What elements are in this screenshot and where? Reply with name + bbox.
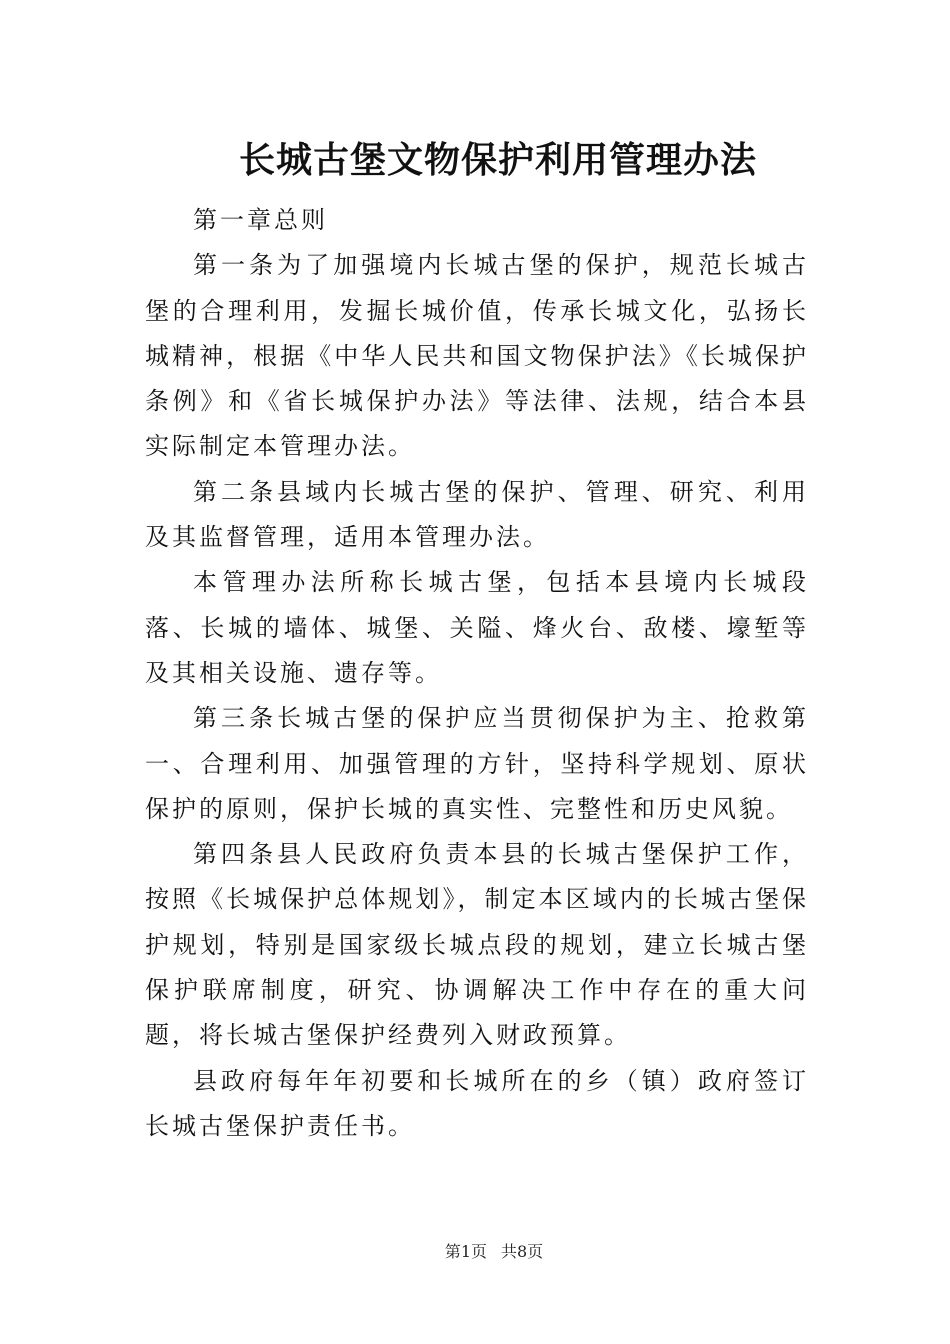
chapter-heading: 第一章总则 (193, 206, 328, 234)
page-number-total: 共8页 (501, 1242, 544, 1261)
paragraph: 县政府每年年初要和长城所在的乡（镇）政府签订长城古堡保护责任书。 (145, 1066, 809, 1140)
paragraph: 第三条长城古堡的保护应当贯彻保护为主、抢救第一、合理利用、加强管理的方针，坚持科学规划、原状保护的原则，保护长城的真实性、完整性和历史风貌。 (145, 704, 809, 823)
document-title: 长城古堡文物保护利用管理办法 (238, 139, 757, 181)
paragraph: 本管理办法所称长城古堡，包括本县境内长城段落、长城的墙体、城堡、关隘、烽火台、敌楼、壕堑等及其相关设施、遗存等。 (145, 568, 809, 687)
document-body (145, 198, 809, 1149)
paragraph: 第四条县人民政府负责本县的长城古堡保护工作，按照《长城保护总体规划》，制定本区域内的长城古堡保护规划，特别是国家级长城点段的规划，建立长城古堡保护联席制度，研究、协调解决工作中存在的重大问题，将长城古堡保护经费列入财政预算。 (145, 840, 809, 1050)
page-number-current: 第1页 (444, 1242, 487, 1261)
paragraph: 第二条县域内长城古堡的保护、管理、研究、利用及其监督管理，适用本管理办法。 (145, 477, 809, 552)
paragraph: 第一条为了加强境内长城古堡的保护，规范长城古堡的合理利用，发掘长城价值，传承长城文化，弘扬长城精神，根据《中华人民共和国文物保护法》《长城保护条例》和《省长城保护办法》等法律、法规，结合本县实际制定本管理办法。 (145, 251, 809, 461)
page-footer (0, 1241, 950, 1263)
